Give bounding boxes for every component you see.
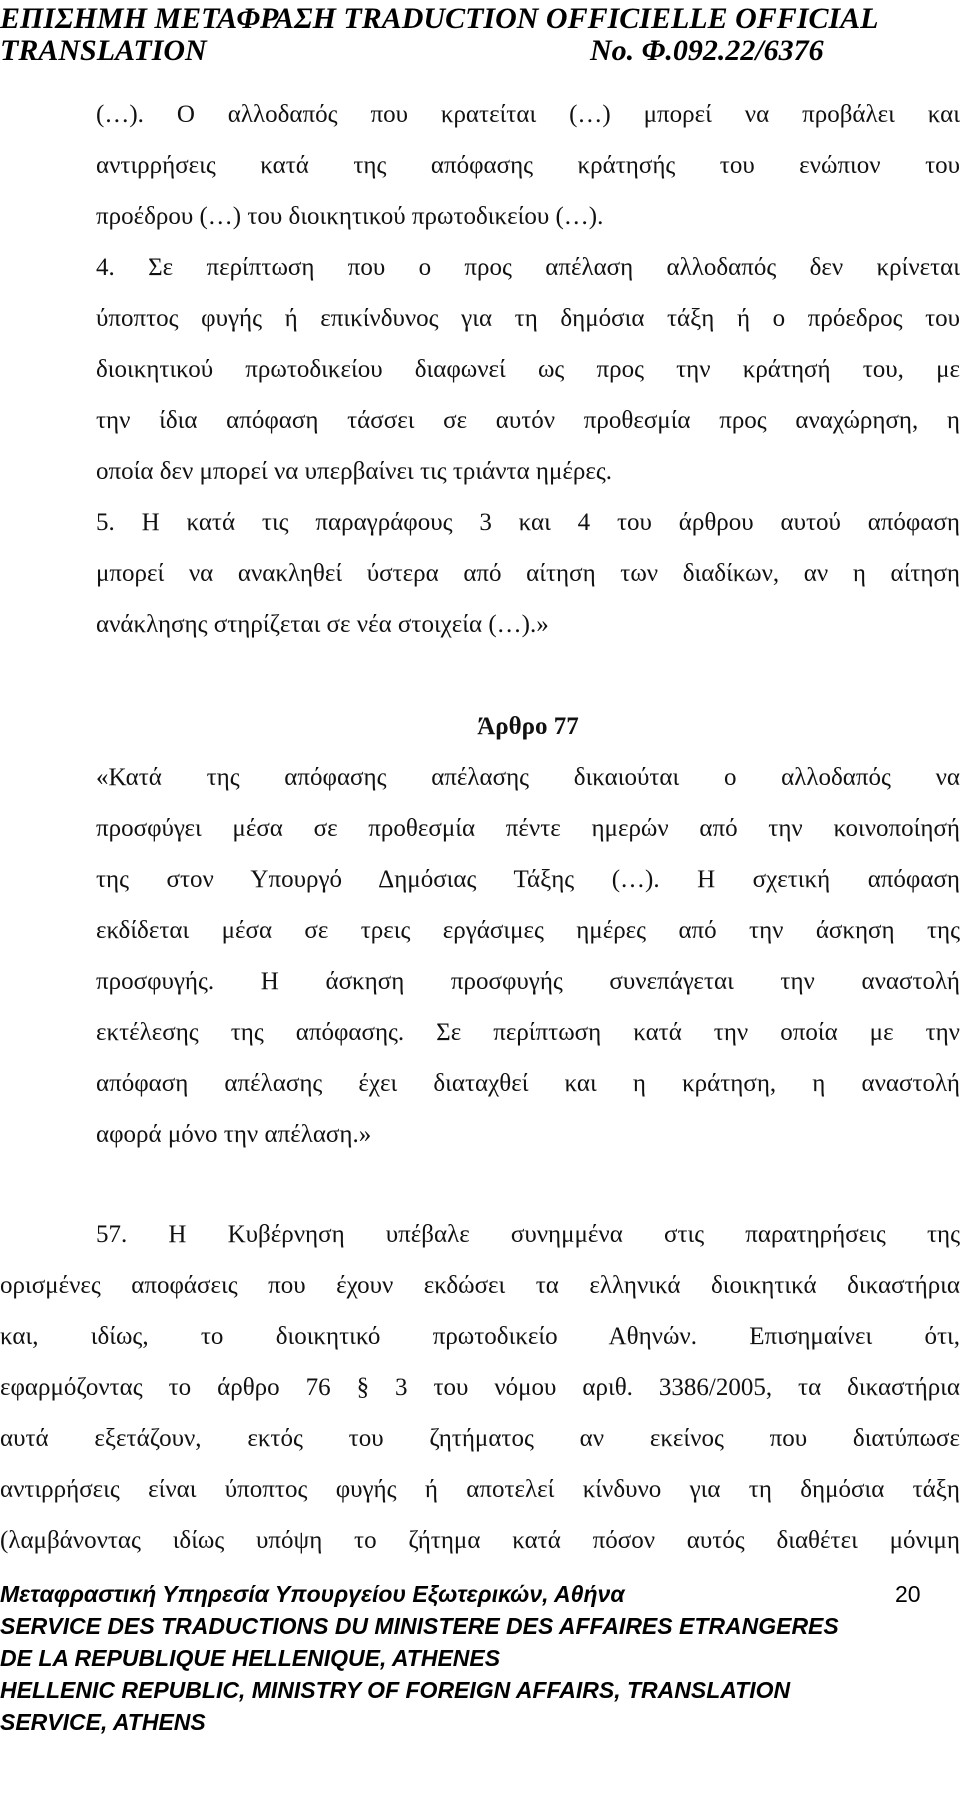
footer-line-4: HELLENIC REPUBLIC, MINISTRY OF FOREIGN AFFAIRS, TRANSLATION xyxy=(0,1677,791,1703)
text-line: μπορεί να ανακληθεί ύστερα από αίτηση των διαδίκων, αν η αίτηση xyxy=(96,560,960,587)
text-line: εφαρμόζοντας το άρθρο 76 § 3 του νόμου αριθ. 3386/2005, τα δικαστήρια xyxy=(0,1374,960,1401)
text-line: ύποπτος φυγής ή επικίνδυνος για τη δημόσια τάξη ή ο πρόεδρος του xyxy=(96,305,960,332)
text-line: αυτά εξετάζουν, εκτός του ζητήματος αν εκείνος που διατύπωσε xyxy=(0,1425,960,1452)
text-line: αντιρρήσεις είναι ύποπτος φυγής ή αποτελεί κίνδυνο για τη δημόσια τάξη xyxy=(0,1476,960,1503)
text-line: απόφαση απέλασης έχει διαταχθεί και η κράτηση, η αναστολή xyxy=(96,1070,960,1097)
text-line: «Κατά της απόφασης απέλασης δικαιούται ο αλλοδαπός να xyxy=(96,764,960,791)
text-line: την ίδια απόφαση τάσσει σε αυτόν προθεσμία προς αναχώρηση, η xyxy=(96,407,960,434)
footer-line-2: SERVICE DES TRADUCTIONS DU MINISTERE DES AFFAIRES ETRANGERES xyxy=(0,1613,839,1639)
paragraph-5-start: 5. Η κατά τις παραγράφους 3 και 4 του άρθρου αυτού απόφαση xyxy=(96,509,960,536)
text-line: και, ιδίως, το διοικητικό πρωτοδικείο Αθηνών. Επισημαίνει ότι, xyxy=(0,1323,960,1350)
footer-service-name: Μεταφραστική Υπηρεσία Υπουργείου Εξωτερικών, Αθήνα xyxy=(0,1581,625,1607)
text-line: (λαμβάνοντας ιδίως υπόψη το ζήτημα κατά πόσον αυτός διαθέτει μόνιμη xyxy=(0,1527,960,1554)
footer-line-1 xyxy=(0,1578,960,1610)
page-number: 20 xyxy=(895,1581,921,1607)
document-number: No. Φ.092.22/6376 xyxy=(590,34,824,67)
text-line: εκτέλεσης της απόφασης. Σε περίπτωση κατά την οποία με την xyxy=(96,1019,960,1046)
text-line: ανάκλησης στηρίζεται σε νέα στοιχεία (…).» xyxy=(96,611,549,638)
header-translation-label: TRANSLATION xyxy=(0,34,207,67)
text-line: αντιρρήσεις κατά της απόφασης κράτησής του ενώπιον του xyxy=(96,152,960,179)
text-line: 57. Η Κυβέρνηση υπέβαλε συνημμένα στις παρατηρήσεις της xyxy=(96,1221,960,1248)
header-line-2 xyxy=(0,34,960,68)
header-line-1: ΕΠΙΣΗΜΗ ΜΕΤΑΦΡΑΣΗ TRADUCTION OFFICIELLE OFFICIAL xyxy=(0,2,879,35)
footer-line-5: SERVICE, ATHENS xyxy=(0,1709,206,1735)
text-line: διοικητικού πρωτοδικείου διαφωνεί ως προς την κράτησή του, με xyxy=(96,356,960,383)
text-line: (…). Ο αλλοδαπός που κρατείται (…) μπορεί να προβάλει και xyxy=(96,101,960,128)
text-line: αφορά μόνο την απέλαση.» xyxy=(96,1121,372,1148)
paragraph-4-start: 4. Σε περίπτωση που ο προς απέλαση αλλοδαπός δεν κρίνεται xyxy=(96,254,960,281)
text-line: ορισμένες αποφάσεις που έχουν εκδώσει τα ελληνικά διοικητικά δικαστήρια xyxy=(0,1272,960,1299)
text-line: εκδίδεται μέσα σε τρεις εργάσιμες ημέρες από την άσκηση της xyxy=(96,917,960,944)
text-line: οποία δεν μπορεί να υπερβαίνει τις τριάντα ημέρες. xyxy=(96,458,613,485)
footer-line-3: DE LA REPUBLIQUE HELLENIQUE, ATHENES xyxy=(0,1645,501,1671)
text-line: προέδρου (…) του διοικητικού πρωτοδικείου (…). xyxy=(96,203,604,230)
text-line: προσφύγει μέσα σε προθεσμία πέντε ημερών από την κοινοποίησή xyxy=(96,815,960,842)
article-title: Άρθρο 77 xyxy=(477,713,579,740)
text-line: της στον Υπουργό Δημόσιας Τάξης (…). Η σχετική απόφαση xyxy=(96,866,960,893)
text-line: προσφυγής. Η άσκηση προσφυγής συνεπάγεται την αναστολή xyxy=(96,968,960,995)
